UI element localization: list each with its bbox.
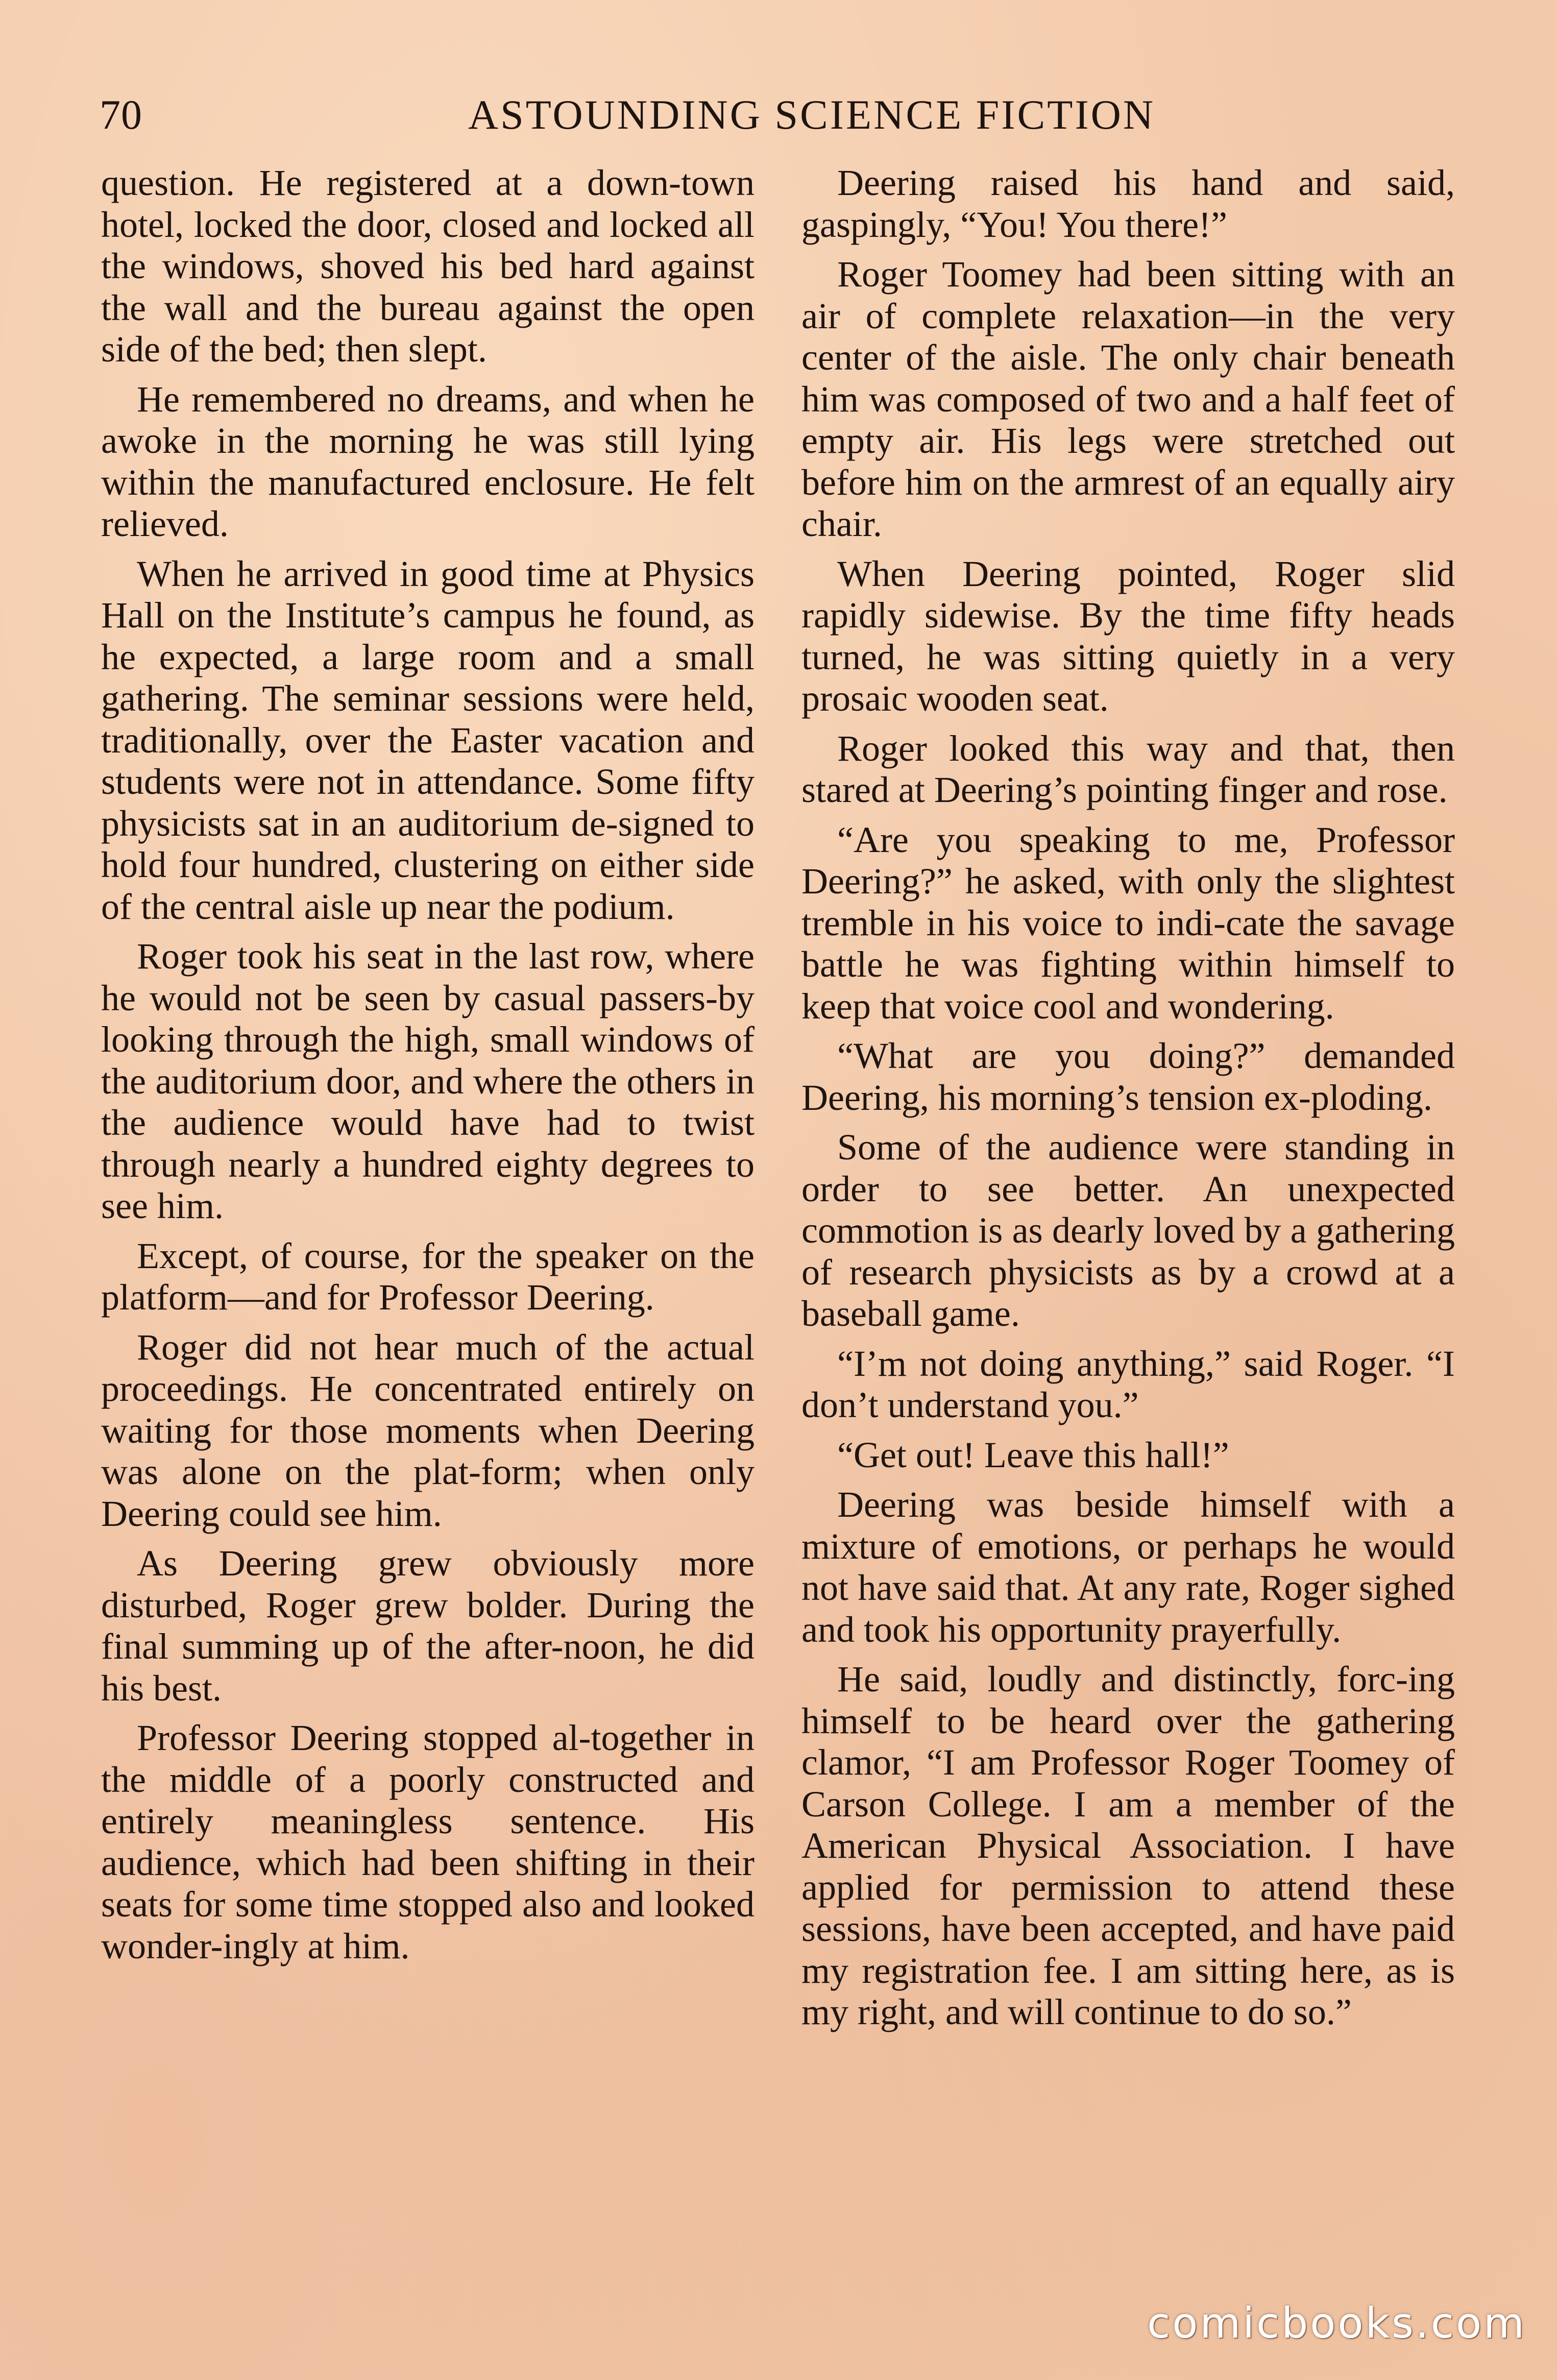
- paragraph: Except, of course, for the speaker on the platform—and for Professor Deering.: [101, 1235, 755, 1318]
- paragraph: He remembered no dreams, and when he awoke in the morning he was still lying within the manufactured enclosure. He felt relieved.: [101, 378, 755, 544]
- paragraph: As Deering grew obviously more disturbed, Roger grew bolder. During the final summing up of the after-noon, he did his best.: [101, 1543, 755, 1709]
- paragraph: “What are you doing?” demanded Deering, his morning’s tension ex-ploding.: [801, 1035, 1455, 1118]
- paragraph: When he arrived in good time at Physics Hall on the Institute’s campus he found, as he expected, a large room and a small gathering. The seminar sessions were held, traditionally, over the Easter vacation and students were not in attendance. Some fifty physicists sat in an auditorium de-signed to hold four hundred, clustering on either side of the central aisle up near the podium.: [101, 553, 755, 927]
- paragraph: “Get out! Leave this hall!”: [837, 1434, 1229, 1475]
- page-header: [100, 87, 1457, 143]
- running-title: ASTOUNDING SCIENCE FICTION: [468, 91, 1156, 138]
- paragraph: He said, loudly and distinctly, forc-ing himself to be heard over the gathering clamor, “I am Professor Roger Toomey of Carson College. I am a member of the American Physical Association. I have applied for permission to attend these sessions, have been accepted, and have paid my registration fee. I am sitting here, as is my right, and will continue to do so.”: [801, 1659, 1455, 2032]
- paragraph: Deering raised his hand and said, gaspingly, “You! You there!”: [801, 162, 1455, 245]
- paragraph: Deering was beside himself with a mixture of emotions, or perhaps he would not have said that. At any rate, Roger sighed and took his opportunity prayerfully.: [801, 1484, 1455, 1650]
- paragraph: Roger did not hear much of the actual proceedings. He concentrated entirely on waiting for those moments when Deering was alone on the plat-form; when only Deering could see him.: [101, 1326, 755, 1534]
- paragraph: question. He registered at a down-town hotel, locked the door, closed and locked all the windows, shoved his bed hard against the wall and the bureau against the open side of the bed; then slept.: [101, 162, 755, 370]
- watermark: comicbooks.com: [1147, 2299, 1526, 2348]
- paragraph: Professor Deering stopped al-together in the middle of a poorly constructed and entirely meaningless sentence. His audience, which had been shifting in their seats for some time stopped also and looked wonder-ingly at him.: [101, 1717, 755, 1966]
- paragraph: Roger looked this way and that, then stared at Deering’s pointing finger and rose.: [801, 727, 1455, 810]
- right-column: [801, 162, 1455, 2042]
- paragraph: “I’m not doing anything,” said Roger. “I don’t understand you.”: [801, 1343, 1455, 1425]
- page-number: 70: [100, 91, 142, 138]
- paragraph: Roger Toomey had been sitting with an air of complete relaxation—in the very center of the aisle. The only chair beneath him was composed of two and a half feet of empty air. His legs were stretched out before him on the armrest of an equally airy chair.: [801, 254, 1455, 544]
- left-column: [101, 162, 755, 1975]
- paragraph: “Are you speaking to me, Professor Deering?” he asked, with only the slightest tremble in his voice to indi-cate the savage battle he was fighting within himself to keep that voice cool and wondering.: [801, 819, 1455, 1027]
- paragraph: Some of the audience were standing in order to see better. An unexpected commotion is as dearly loved by a gathering of research physicists as by a crowd at a baseball game.: [801, 1127, 1455, 1334]
- paragraph: Roger took his seat in the last row, where he would not be seen by casual passers-by looking through the high, small windows of the auditorium door, and where the others in the audience would have had to twist through nearly a hundred eighty degrees to see him.: [101, 936, 755, 1226]
- paragraph: When Deering pointed, Roger slid rapidly sidewise. By the time fifty heads turned, he was sitting quietly in a very prosaic wooden seat.: [801, 553, 1455, 719]
